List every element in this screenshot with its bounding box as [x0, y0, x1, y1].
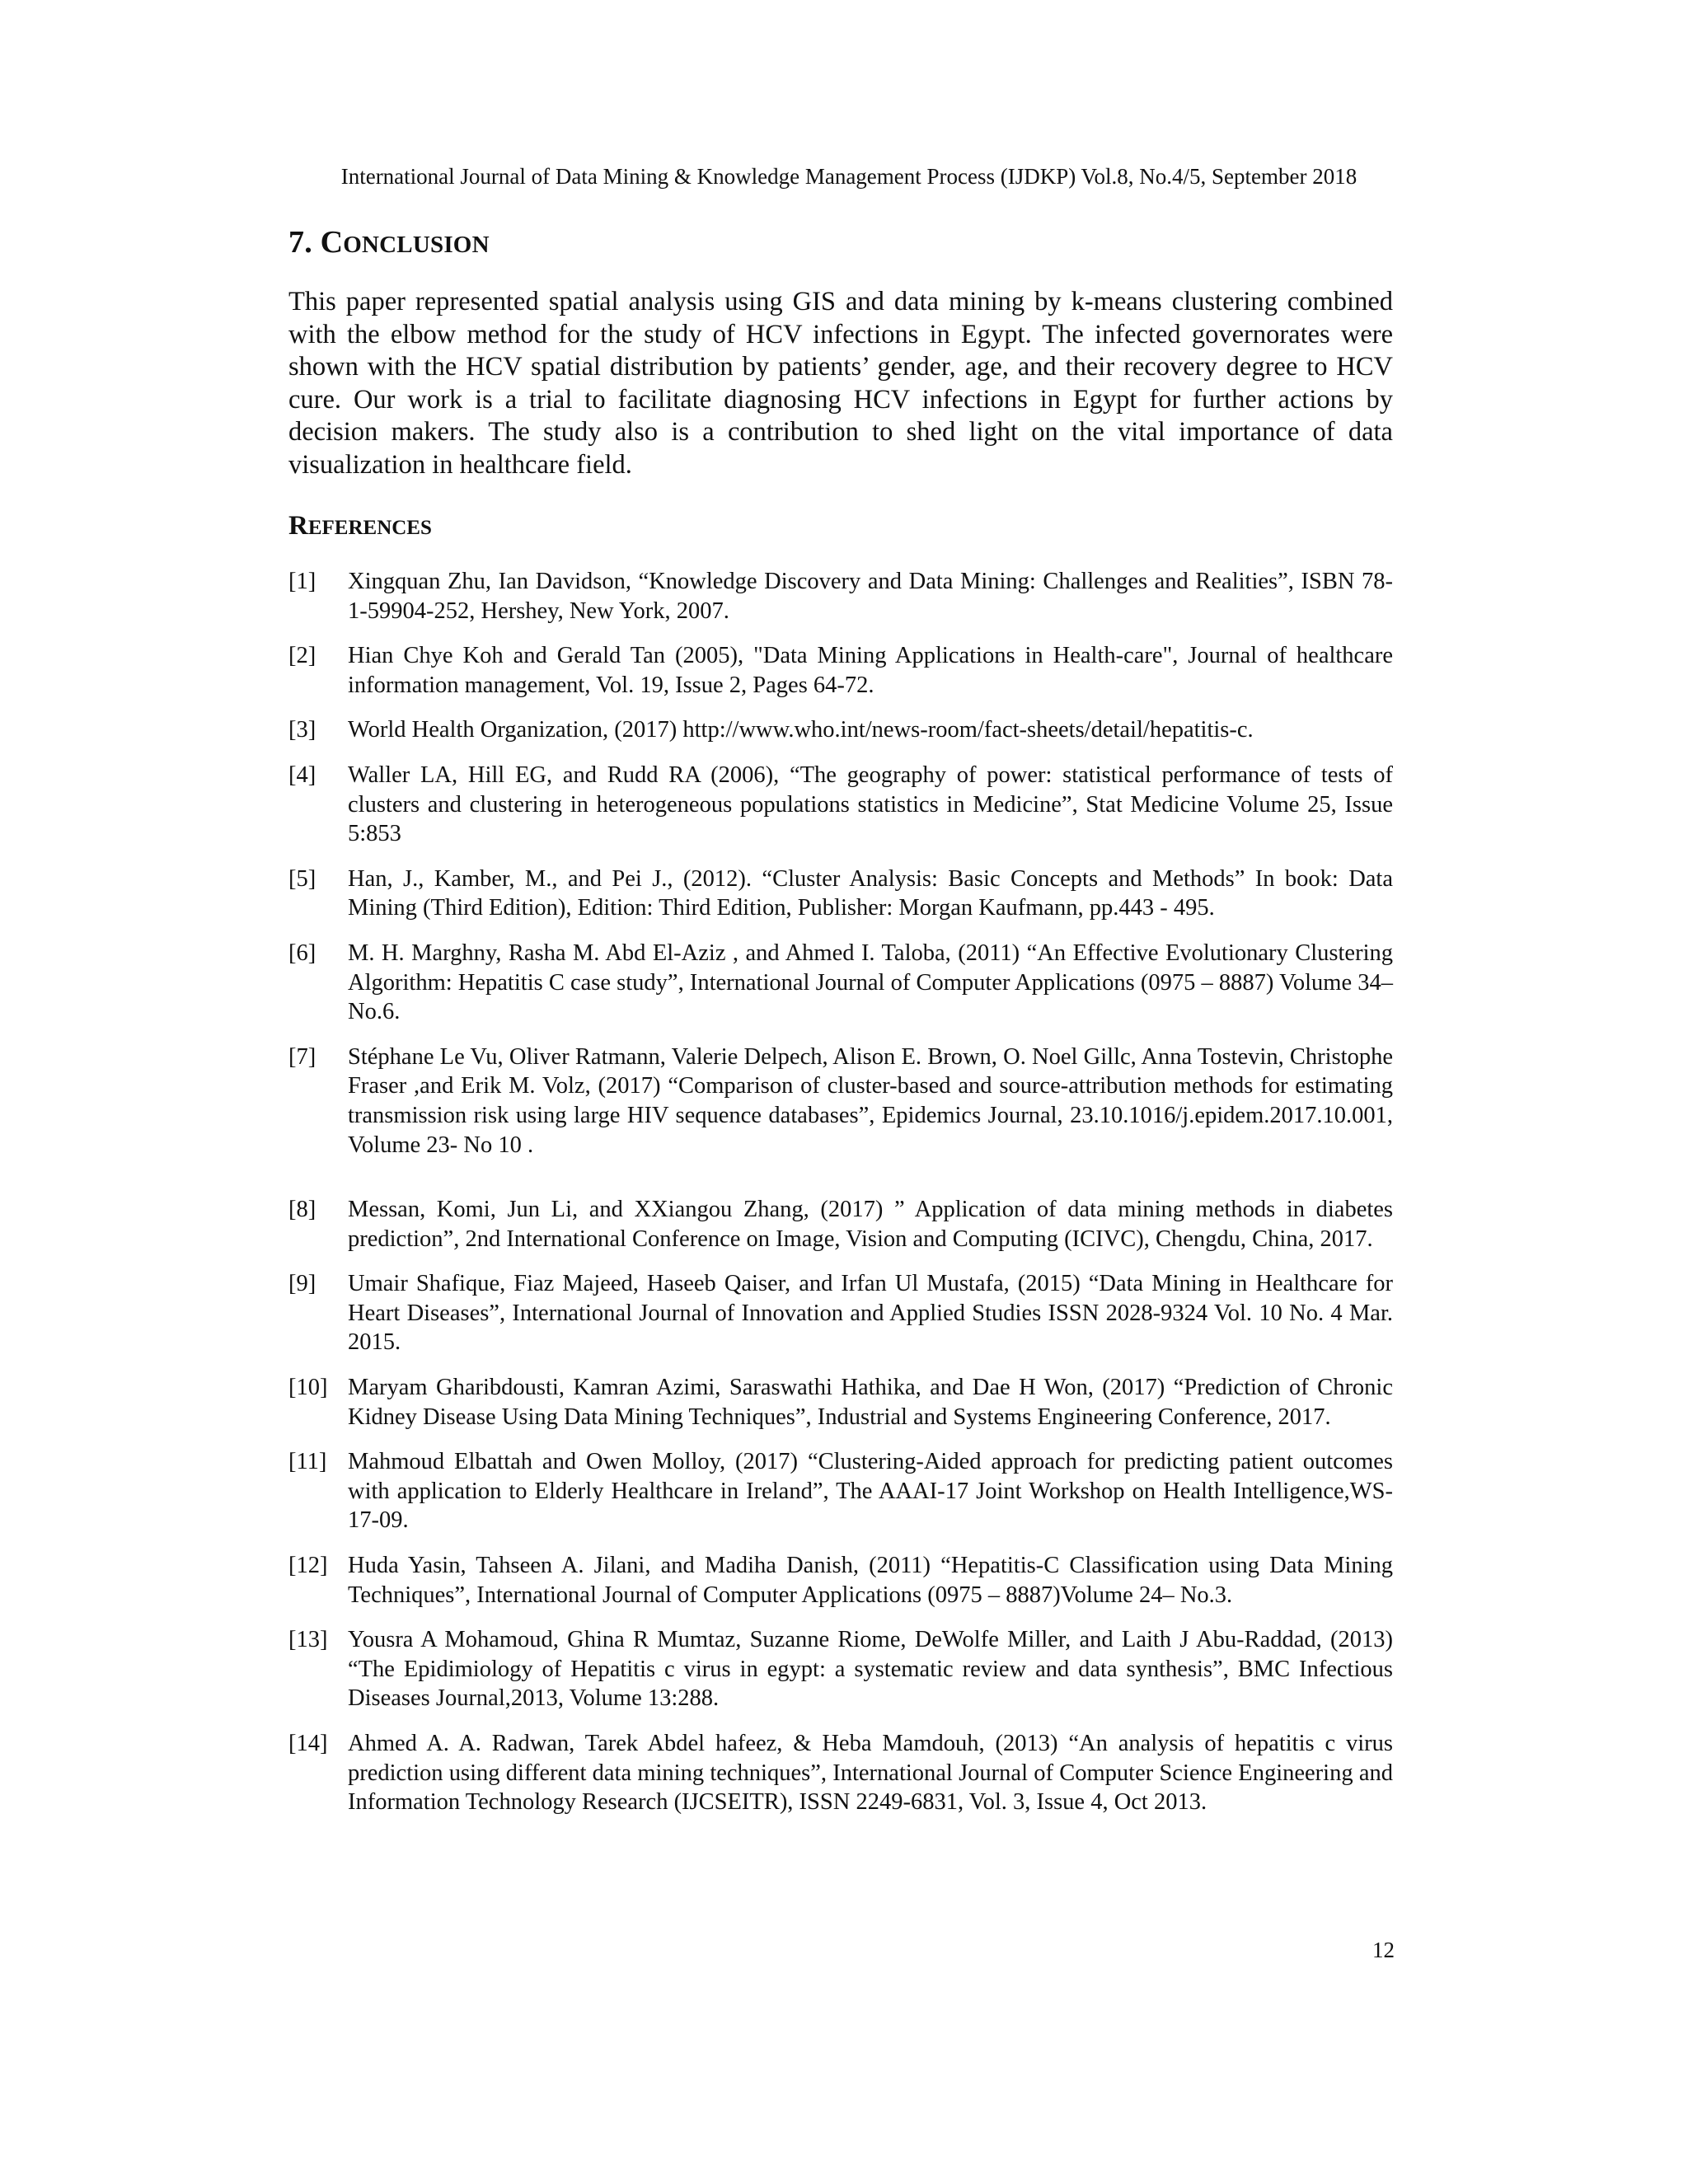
reference-text: World Health Organization, (2017) http://www.who.int/news-room/fact-sheets/detail/hepatitis-c. — [348, 717, 1254, 743]
reference-number: [13] — [288, 1627, 328, 1653]
reference-item — [288, 715, 1393, 745]
reference-number: [1] — [288, 569, 316, 594]
reference-number: [10] — [288, 1375, 328, 1401]
reference-item — [288, 1373, 1393, 1432]
conclusion-heading-initial: C — [320, 225, 344, 260]
reference-number: [6] — [288, 940, 316, 966]
reference-item — [288, 939, 1393, 1027]
reference-list — [288, 567, 1393, 1833]
reference-text: Xingquan Zhu, Ian Davidson, “Knowledge Discovery and Data Mining: Challenges and Realities”, ISBN 78- 1-59904-252, Hershey, New York, 2007. — [348, 569, 1393, 624]
reference-number: [11] — [288, 1449, 327, 1475]
reference-item — [288, 641, 1393, 700]
conclusion-heading-number: 7. — [288, 225, 321, 260]
reference-item — [288, 1625, 1393, 1713]
reference-number: [12] — [288, 1553, 328, 1579]
reference-item — [288, 1269, 1393, 1357]
reference-number: [3] — [288, 717, 316, 743]
reference-text: Messan, Komi, Jun Li, and XXiangou Zhang, (2017) ” Application of data mining methods in diabetes prediction”, 2nd International Conference on Image, Vision and Computing (ICIVC), Chengdu, China, 2017. — [348, 1197, 1393, 1252]
reference-item — [288, 1447, 1393, 1535]
reference-item — [288, 1729, 1393, 1817]
reference-text: Waller LA, Hill EG, and Rudd RA (2006), “The geography of power: statistical performance of tests of clusters and clustering in heterogeneous populations statistics in Medicine”, Stat Medicine Volume 25, Issue 5:853 — [348, 762, 1393, 847]
reference-text: Mahmoud Elbattah and Owen Molloy, (2017) “Clustering-Aided approach for predicting patient outcomes with application to Elderly Healthcare in Ireland”, The AAAI-17 Joint Workshop on Health Intelligence,WS-17-09. — [348, 1449, 1393, 1534]
reference-text: Stéphane Le Vu, Oliver Ratmann, Valerie Delpech, Alison E. Brown, O. Noel Gillc, Anna Tostevin, Christophe Fraser ,and Erik M. Volz, (2017) “Comparison of cluster-based and source-attribution methods for estimating transmission risk using large HIV sequence databases”, Epidemics Journal, 23.10.1016/j.epidem.2017.10.001, Volume 23- No 10 . — [348, 1043, 1393, 1158]
reference-text: Huda Yasin, Tahseen A. Jilani, and Madiha Danish, (2011) “Hepatitis-C Classification using Data Mining Techniques”, International Journal of Computer Applications (0975 – 8887)Volume 24– No.3. — [348, 1553, 1393, 1608]
conclusion-heading-rest: ONCLUSION — [343, 232, 490, 258]
reference-number: [4] — [288, 762, 316, 788]
reference-text: Han, J., Kamber, M., and Pei J., (2012). “Cluster Analysis: Basic Concepts and Methods” In book: Data Mining (Third Edition), Edition: Third Edition, Publisher: Morgan Kaufmann, pp.443 - 495. — [348, 865, 1393, 921]
reference-number: [7] — [288, 1043, 316, 1070]
conclusion-heading — [288, 224, 490, 260]
reference-item — [288, 1043, 1393, 1160]
reference-item — [288, 1551, 1393, 1610]
reference-item — [288, 865, 1393, 923]
reference-number: [2] — [288, 643, 316, 669]
references-heading — [288, 511, 432, 541]
reference-number: [14] — [288, 1731, 328, 1756]
reference-number: [5] — [288, 865, 316, 892]
references-heading-initial: R — [288, 511, 308, 541]
reference-number: [9] — [288, 1271, 316, 1297]
reference-text: Umair Shafique, Fiaz Majeed, Haseeb Qaiser, and Irfan Ul Mustafa, (2015) “Data Mining in Healthcare for Heart Diseases”, International Journal of Innovation and Applied Studies ISSN 2028-9324 Vol. 10 No. 4 Mar. 2015. — [348, 1271, 1393, 1356]
page-number: 12 — [1372, 1938, 1395, 1962]
reference-text: Hian Chye Koh and Gerald Tan (2005), "Data Mining Applications in Health-care", Journal of healthcare information management, Vol. 19, Issue 2, Pages 64-72. — [348, 643, 1393, 698]
reference-number: [8] — [288, 1197, 316, 1223]
conclusion-paragraph: This paper represented spatial analysis using GIS and data mining by k-means clustering combined with the elbow method for the study of HCV infections in Egypt. The infected governorates were shown with the HCV spatial distribution by patients’ gender, age, and their recovery degree to HCV cure. Our work is a trial to facilitate diagnosing HCV infections in Egypt for further actions by decision makers. The study also is a contribution to shed light on the vital importance of data visualization in healthcare field. — [288, 287, 1393, 480]
reference-item — [288, 567, 1393, 626]
reference-item — [288, 761, 1393, 849]
reference-text: Ahmed A. A. Radwan, Tarek Abdel hafeez, & Heba Mamdouh, (2013) “An analysis of hepatitis c virus prediction using different data mining techniques”, International Journal of Computer Science Engineering and Information Technology Research (IJCSEITR), ISSN 2249-6831, Vol. 3, Issue 4, Oct 2013. — [348, 1731, 1393, 1816]
reference-text: Yousra A Mohamoud, Ghina R Mumtaz, Suzanne Riome, DeWolfe Miller, and Laith J Abu-Raddad, (2013) “The Epidimiology of Hepatitis c virus in egypt: a systematic review and data synthesis”, BMC Infectious Diseases Journal,2013, Volume 13:288. — [348, 1627, 1393, 1712]
reference-text: Maryam Gharibdousti, Kamran Azimi, Saraswathi Hathika, and Dae H Won, (2017) “Prediction of Chronic Kidney Disease Using Data Mining Techniques”, Industrial and Systems Engineering Conference, 2017. — [348, 1375, 1393, 1430]
reference-text: M. H. Marghny, Rasha M. Abd El-Aziz , and Ahmed I. Taloba, (2011) “An Effective Evolutionary Clustering Algorithm: Hepatitis C case study”, International Journal of Computer Applications (0975 – 8887) Volume 34– No.6. — [348, 940, 1393, 1025]
running-header: International Journal of Data Mining & Knowledge Management Process (IJDKP) Vol.8, No.4/5, September 2018 — [340, 164, 1357, 189]
reference-item — [288, 1195, 1393, 1254]
references-heading-rest: EFERENCES — [307, 517, 432, 539]
